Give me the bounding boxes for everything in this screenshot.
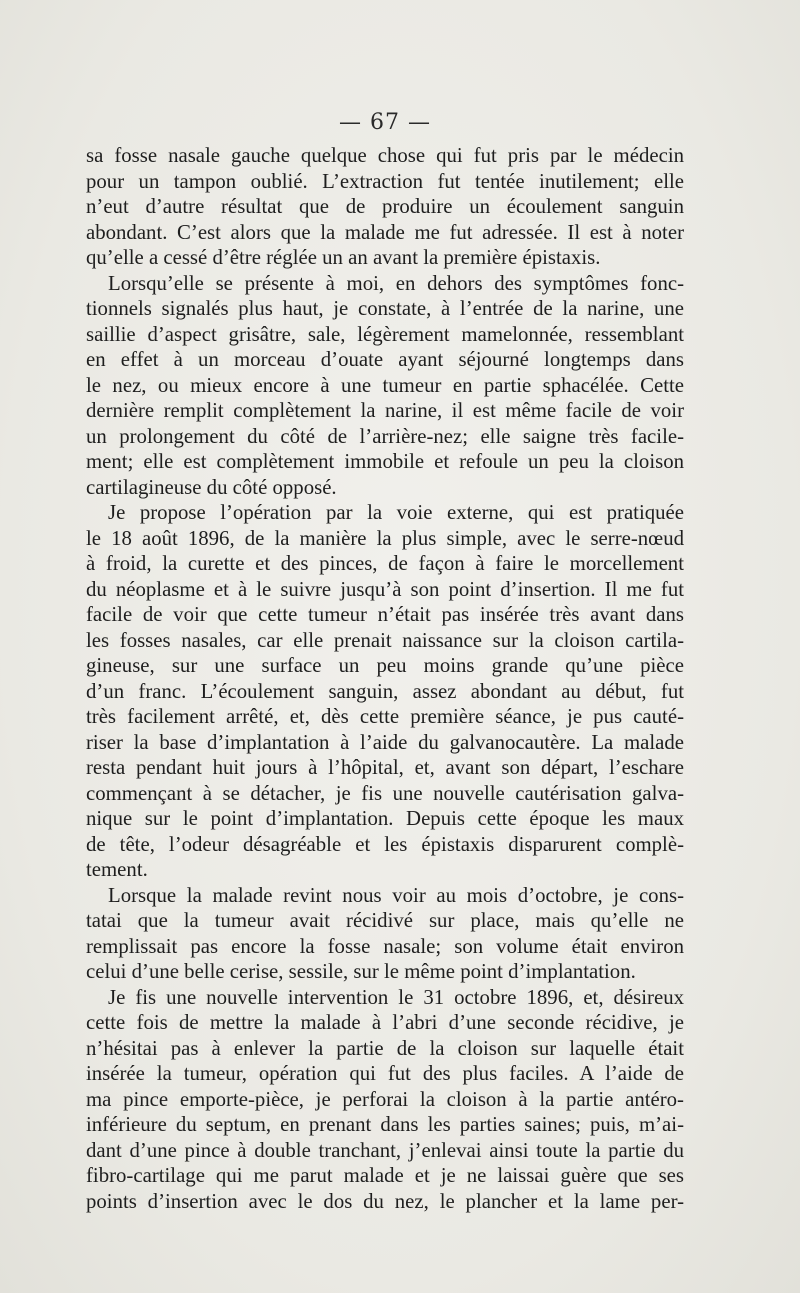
text-line: saillie d’aspect grisâtre, sale, légèrement mamelonnée, ressemblant (86, 322, 684, 346)
text-line: à froid, la curette et des pinces, de façon à faire le morcellement (86, 552, 684, 575)
text-line: commençant à se détacher, je fis une nouvelle cautérisation galva- (86, 781, 684, 805)
text-line: n’hésitai pas à enlever la partie de la cloison sur laquelle était (86, 1036, 684, 1060)
text-line: ment; elle est complètement immobile et refoule un peu la cloison (86, 450, 684, 473)
body-text (86, 143, 684, 1214)
text-line: resta pendant huit jours à l’hôpital, et, avant son départ, l’eschare (86, 756, 684, 779)
text-line: cartilagineuse du côté opposé. (86, 475, 337, 499)
text-line: sa fosse nasale gauche quelque chose qui fut pris par le médecin (86, 144, 684, 167)
text-line: le nez, ou mieux encore à une tumeur en partie sphacélée. Cette (86, 373, 684, 397)
text-line: tement. (86, 858, 148, 881)
text-line: Je propose l’opération par la voie externe, qui est pratiquée (108, 501, 684, 524)
text-line: n’eut d’autre résultat que de produire un écoulement sanguin (86, 195, 684, 218)
text-line: le 18 août 1896, de la manière la plus simple, avec le serre-nœud (86, 526, 684, 550)
text-line: celui d’une belle cerise, sessile, sur le même point d’implantation. (86, 960, 636, 983)
text-line: facile de voir que cette tumeur n’était pas insérée très avant dans (86, 603, 684, 626)
text-line: gineuse, sur une surface un peu moins grande qu’une pièce (86, 654, 684, 677)
text-line: insérée la tumeur, opération qui fut des plus faciles. A l’aide de (86, 1062, 684, 1085)
text-line: Lorsqu’elle se présente à moi, en dehors des symptômes fonc- (108, 271, 684, 295)
text-line: un prolongement du côté de l’arrière-nez; elle saigne très facile- (86, 424, 684, 448)
text-line: ma pince emporte-pièce, je perforai la cloison à la partie antéro- (86, 1087, 684, 1111)
text-line: très facilement arrêté, et, dès cette première séance, je pus cauté- (86, 705, 684, 728)
text-line: pour un tampon oublié. L’extraction fut tentée inutilement; elle (86, 169, 684, 193)
text-line: points d’insertion avec le dos du nez, le plancher et la lame per- (86, 1189, 684, 1213)
text-line: cette fois de mettre la malade à l’abri d’une seconde récidive, je (86, 1011, 684, 1034)
text-line: Je fis une nouvelle intervention le 31 octobre 1896, et, désireux (108, 985, 684, 1009)
text-line: du néoplasme et à le suivre jusqu’à son point d’insertion. Il me fut (86, 577, 684, 601)
page-number: — 67 — (339, 110, 431, 135)
text-line: inférieure du septum, en prenant dans les parties saines; puis, m’ai- (86, 1113, 684, 1136)
text-line: les fosses nasales, car elle prenait naissance sur la cloison cartila- (86, 628, 684, 652)
text-line: fibro-cartilage qui me parut malade et je ne laissai guère que ses (86, 1164, 684, 1187)
text-line: d’un franc. L’écoulement sanguin, assez abondant au début, fut (86, 679, 684, 703)
text-line: dernière remplit complètement la narine, il est même facile de voir (86, 399, 684, 422)
text-line: de tête, l’odeur désagréable et les épistaxis disparurent complè- (86, 832, 684, 856)
text-line: riser la base d’implantation à l’aide du galvanocautère. La malade (86, 730, 684, 754)
text-line: en effet à un morceau d’ouate ayant séjourné longtemps dans (86, 348, 684, 371)
text-line: qu’elle a cessé d’être réglée un an avant la première épistaxis. (86, 246, 601, 269)
text-line: abondant. C’est alors que la malade me fut adressée. Il est à noter (86, 220, 684, 244)
text-line: tatai que la tumeur avait récidivé sur place, mais qu’elle ne (86, 909, 684, 932)
text-line: nique sur le point d’implantation. Depuis cette époque les maux (86, 807, 684, 830)
text-line: tionnels signalés plus haut, je constate, à l’entrée de la narine, une (86, 297, 684, 320)
text-line: Lorsque la malade revint nous voir au mois d’octobre, je cons- (108, 883, 684, 907)
text-line: remplissait pas encore la fosse nasale; son volume était environ (86, 934, 684, 958)
text-line: dant d’une pince à double tranchant, j’enlevai ainsi toute la partie du (86, 1138, 684, 1162)
